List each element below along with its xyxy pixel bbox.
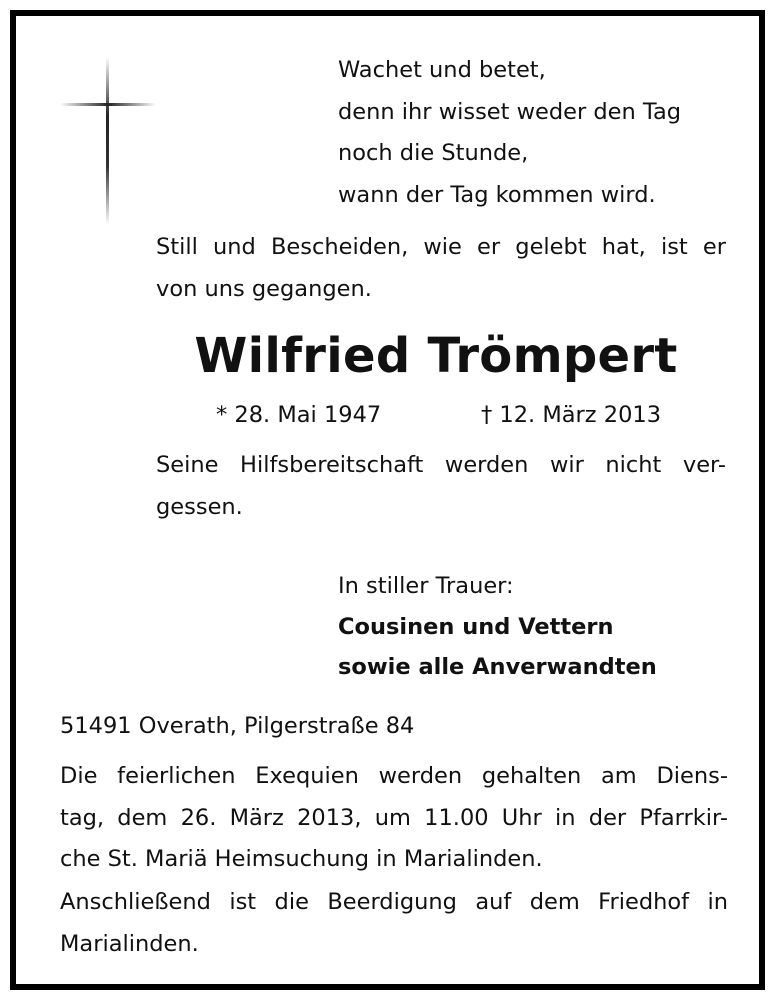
poem-line: noch die Stunde, (338, 140, 529, 166)
death-date: † 12. März 2013 (481, 402, 662, 428)
mourners-line: sowie alle Anverwandten (338, 654, 657, 680)
address: 51491 Overath, Pilgerstraße 84 (60, 713, 415, 739)
deceased-name: Wilfried Trömpert (194, 328, 678, 384)
remembrance-text (156, 445, 726, 528)
poem (338, 50, 681, 216)
poem-line: Wachet und betet, (338, 57, 546, 83)
intro-line: Still und Bescheiden, wie er gelebt hat, ist er (156, 234, 726, 260)
mourners-line: Cousinen und Vettern (338, 614, 614, 640)
burial-line: Marialinden. (60, 930, 199, 957)
poem-line: denn ihr wisset weder den Tag (338, 98, 682, 125)
birth-date: * 28. Mai 1947 (216, 402, 382, 428)
burial-notice (60, 882, 728, 965)
intro-line: von uns gegangen. (156, 275, 372, 302)
service-notice (60, 756, 728, 881)
burial-line: Anschließend ist die Beerdigung auf dem Friedhof in (60, 889, 728, 915)
mourners (338, 607, 657, 687)
service-line: Die feierlichen Exequien werden gehalten am Diens- (60, 763, 728, 789)
remembrance-line: gessen. (156, 493, 243, 520)
mourning-label: In stiller Trauer: (338, 573, 514, 599)
remembrance-line: Seine Hilfsbereitschaft werden wir nicht ver- (156, 452, 726, 478)
poem-line: wann der Tag kommen wird. (338, 181, 656, 208)
service-line: tag, dem 26. März 2013, um 11.00 Uhr in der Pfarrkir- (60, 804, 728, 831)
intro-text (156, 227, 726, 310)
service-line: che St. Mariä Heimsuchung in Marialinden. (60, 846, 543, 872)
obituary-frame (10, 10, 765, 990)
cross-icon (60, 57, 156, 225)
